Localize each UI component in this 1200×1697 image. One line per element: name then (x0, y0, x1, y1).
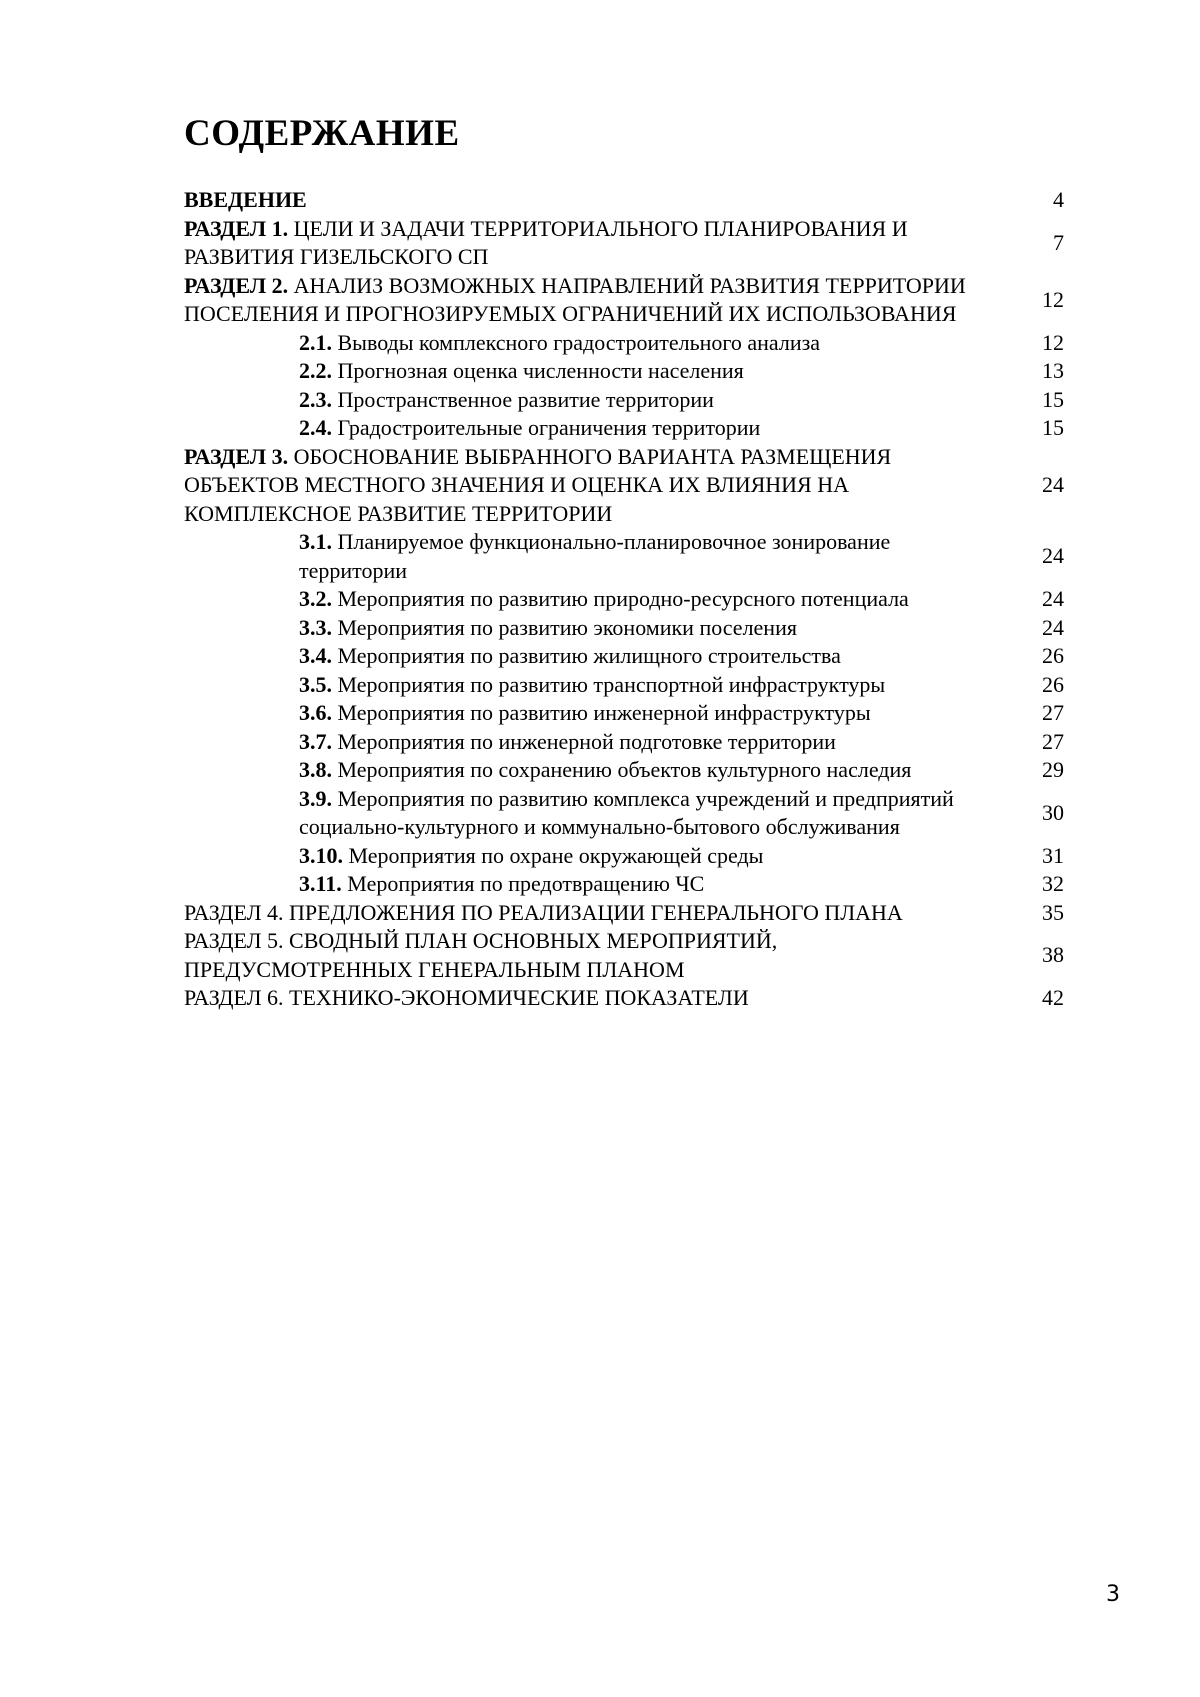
toc-entry-title: РАЗДЕЛ 5. СВОДНЫЙ ПЛАН ОСНОВНЫХ МЕРОПРИЯТИЙ, ПРЕДУСМОТРЕННЫХ ГЕНЕРАЛЬНЫМ ПЛАНОМ (184, 928, 778, 982)
toc-subentry[interactable] (184, 728, 1070, 757)
toc-entry-page: 26 (1042, 643, 1064, 668)
toc-entry[interactable] (184, 443, 1070, 529)
toc-entry-number: 2.1. (299, 329, 332, 355)
toc-entry-number: 3.11. (299, 871, 342, 896)
table-of-contents (184, 186, 1070, 1013)
toc-entry-title: Мероприятия по развитию комплекса учреждений и предприятий социально-культурного и коммунально-бытового обслуживания (299, 785, 954, 839)
toc-entry-title: Планируемое функционально-планировочное зонирование территории (299, 529, 891, 583)
page-title: СОДЕРЖАНИЕ (184, 113, 460, 154)
toc-subentry[interactable] (184, 386, 1070, 415)
toc-entry-title: ЦЕЛИ И ЗАДАЧИ ТЕРРИТОРИАЛЬНОГО ПЛАНИРОВАНИЯ И РАЗВИТИЯ ГИЗЕЛЬСКОГО СП (184, 215, 908, 269)
toc-subentry[interactable] (184, 785, 1070, 842)
toc-entry-title: Мероприятия по предотвращению ЧС (341, 871, 705, 896)
toc-entry-number: РАЗДЕЛ 1. (184, 215, 289, 241)
toc-entry-number: 3.6. (299, 700, 332, 725)
toc-entry-number: 2.2. (299, 358, 332, 383)
toc-subentry[interactable] (184, 699, 1070, 728)
toc-entry-title: Выводы комплексного градостроительного анализа (332, 329, 821, 355)
toc-entry-title: Градостроительные ограничения территории (332, 415, 761, 440)
toc-entry-page: 24 (1042, 614, 1064, 640)
toc-entry-page: 32 (1042, 871, 1064, 896)
toc-entry-number: 3.7. (299, 728, 332, 754)
toc-entry-number: 3.2. (299, 586, 332, 611)
toc-entry-number: 3.10. (299, 842, 343, 868)
page-number: 3 (1106, 1582, 1120, 1607)
toc-entry[interactable] (184, 272, 1070, 329)
toc-entry-title: РАЗДЕЛ 6. ТЕХНИКО-ЭКОНОМИЧЕСКИЕ ПОКАЗАТЕЛИ (184, 985, 749, 1010)
toc-entry[interactable] (184, 186, 1070, 215)
toc-entry-title: Мероприятия по развитию транспортной инфраструктуры (332, 671, 886, 697)
toc-entry-page: 27 (1042, 728, 1064, 754)
toc-entry-number: ВВЕДЕНИЕ (184, 187, 307, 212)
toc-subentry[interactable] (184, 614, 1070, 643)
toc-entry-page: 15 (1042, 415, 1064, 440)
toc-subentry[interactable] (184, 528, 1070, 585)
toc-entry-number: РАЗДЕЛ 3. (184, 443, 289, 469)
toc-subentry[interactable] (184, 642, 1070, 671)
toc-entry-page: 31 (1042, 842, 1064, 868)
toc-subentry[interactable] (184, 329, 1070, 358)
toc-entry-number: РАЗДЕЛ 2. (184, 272, 289, 298)
toc-entry-number: 3.5. (299, 671, 332, 697)
toc-subentry[interactable] (184, 870, 1070, 899)
toc-entry-page: 7 (1053, 229, 1064, 255)
toc-entry-page: 15 (1042, 386, 1064, 412)
toc-entry-number: 3.8. (299, 757, 332, 782)
toc-entry-page: 24 (1042, 472, 1064, 497)
toc-entry-page: 27 (1042, 700, 1064, 725)
toc-entry-page: 12 (1042, 329, 1064, 355)
toc-entry-title: Мероприятия по сохранению объектов культурного наследия (332, 757, 912, 782)
toc-entry-page: 35 (1042, 899, 1064, 925)
toc-entry-number: 3.1. (299, 529, 332, 554)
toc-subentry[interactable] (184, 357, 1070, 386)
toc-entry-page: 4 (1053, 187, 1064, 212)
toc-entry-number: 3.4. (299, 643, 332, 668)
toc-entry-title: Прогнозная оценка численности населения (332, 358, 744, 383)
toc-entry-title: ОБОСНОВАНИЕ ВЫБРАННОГО ВАРИАНТА РАЗМЕЩЕНИЯ ОБЪЕКТОВ МЕСТНОГО ЗНАЧЕНИЯ И ОЦЕНКА ИХ ВЛИЯНИЯ НА КОМПЛЕКСНОЕ РАЗВИТИЕ ТЕРРИТОРИИ (184, 443, 892, 526)
toc-entry-number: 3.3. (299, 614, 332, 640)
toc-entry-page: 12 (1042, 286, 1064, 312)
toc-subentry[interactable] (184, 414, 1070, 443)
toc-entry[interactable] (184, 215, 1070, 272)
toc-entry-page: 24 (1042, 586, 1064, 611)
toc-entry-title: Мероприятия по развитию жилищного строительства (332, 643, 841, 668)
toc-entry[interactable] (184, 899, 1070, 928)
toc-entry-page: 24 (1042, 543, 1064, 569)
toc-entry-title: Пространственное развитие территории (332, 386, 714, 412)
toc-entry-number: 2.3. (299, 386, 332, 412)
toc-entry-number: 2.4. (299, 415, 332, 440)
toc-entry-title: Мероприятия по развитию экономики поселения (332, 614, 797, 640)
toc-entry[interactable] (184, 984, 1070, 1013)
toc-entry-page: 26 (1042, 671, 1064, 697)
toc-entry-page: 42 (1042, 985, 1064, 1010)
toc-entry[interactable] (184, 927, 1070, 984)
toc-entry-page: 29 (1042, 757, 1064, 782)
toc-subentry[interactable] (184, 756, 1070, 785)
toc-entry-title: Мероприятия по развитию инженерной инфраструктуры (332, 700, 871, 725)
toc-subentry[interactable] (184, 671, 1070, 700)
toc-entry-title: РАЗДЕЛ 4. ПРЕДЛОЖЕНИЯ ПО РЕАЛИЗАЦИИ ГЕНЕРАЛЬНОГО ПЛАНА (184, 899, 903, 925)
toc-entry-title: АНАЛИЗ ВОЗМОЖНЫХ НАПРАВЛЕНИЙ РАЗВИТИЯ ТЕРРИТОРИИ ПОСЕЛЕНИЯ И ПРОГНОЗИРУЕМЫХ ОГРАНИЧЕНИЙ ИХ ИСПОЛЬЗОВАНИЯ (184, 272, 966, 326)
toc-subentry[interactable] (184, 585, 1070, 614)
toc-entry-title: Мероприятия по развитию природно-ресурсного потенциала (332, 586, 909, 611)
toc-entry-number: 3.9. (299, 785, 332, 811)
toc-entry-page: 38 (1042, 942, 1064, 968)
toc-entry-title: Мероприятия по охране окружающей среды (343, 842, 764, 868)
toc-entry-page: 30 (1042, 799, 1064, 825)
toc-subentry[interactable] (184, 842, 1070, 871)
toc-entry-title: Мероприятия по инженерной подготовке территории (332, 728, 836, 754)
toc-entry-page: 13 (1042, 358, 1064, 383)
